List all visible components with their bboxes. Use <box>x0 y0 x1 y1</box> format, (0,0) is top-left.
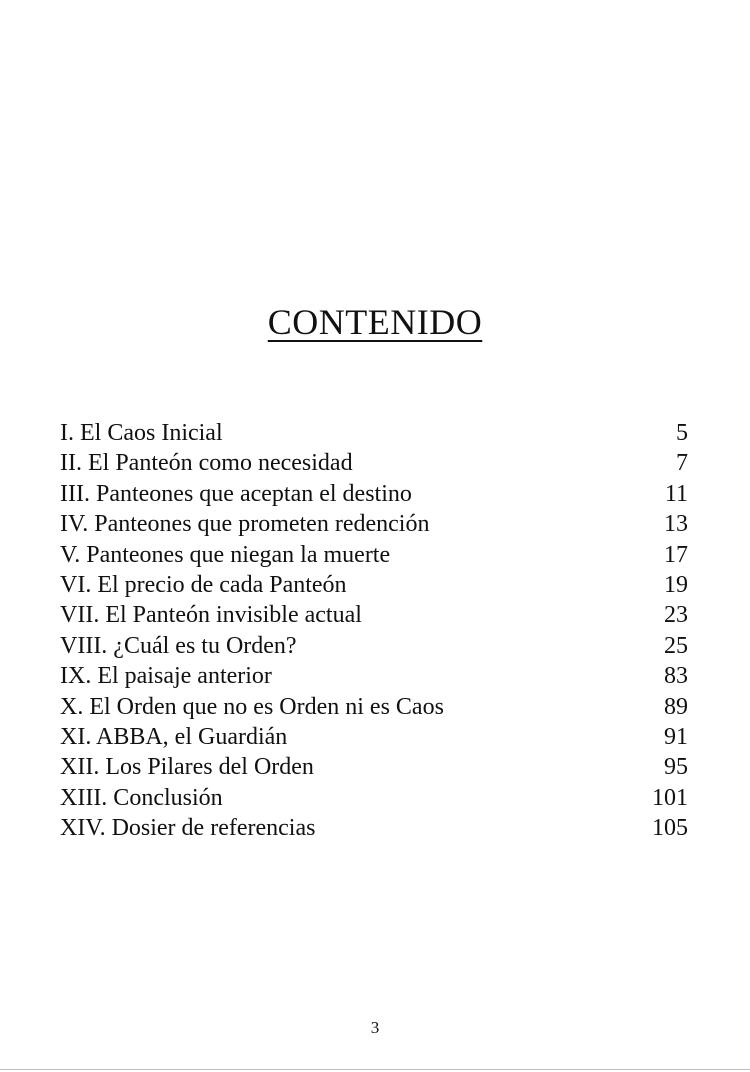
table-of-contents <box>60 418 688 843</box>
toc-entry-page: 19 <box>664 571 688 598</box>
toc-entry[interactable] <box>60 631 688 661</box>
toc-entry[interactable] <box>60 448 688 478</box>
toc-entry-label: XIII. Conclusión <box>60 784 223 811</box>
toc-entry[interactable] <box>60 418 688 448</box>
toc-entry-label: V. Panteones que niegan la muerte <box>60 541 391 568</box>
toc-entry[interactable] <box>60 509 688 539</box>
toc-entry-label: XII. Los Pilares del Orden <box>60 754 314 781</box>
toc-entry-page: 23 <box>664 602 688 629</box>
page-title <box>0 298 750 346</box>
toc-entry-label: II. El Panteón como necesidad <box>60 450 353 477</box>
toc-entry-page: 89 <box>664 693 688 720</box>
toc-entry-label: XIV. Dosier de referencias <box>60 815 316 842</box>
toc-entry[interactable] <box>60 570 688 600</box>
toc-entry-label: IX. El paisaje anterior <box>60 663 272 690</box>
toc-entry-page: 95 <box>664 754 688 781</box>
toc-entry-label: X. El Orden que no es Orden ni es Caos <box>60 693 444 720</box>
toc-entry-page: 91 <box>664 723 688 750</box>
toc-entry-label: IV. Panteones que prometen redención <box>60 511 430 538</box>
toc-entry-page: 101 <box>652 784 688 811</box>
toc-entry[interactable] <box>60 600 688 630</box>
toc-entry[interactable] <box>60 813 688 843</box>
toc-entry-page: 83 <box>664 663 688 690</box>
toc-entry-label: III. Panteones que aceptan el destino <box>60 480 412 507</box>
toc-entry-page: 7 <box>676 450 688 477</box>
page-number: 3 <box>370 1018 380 1037</box>
toc-entry[interactable] <box>60 692 688 722</box>
toc-entry-page: 11 <box>664 480 688 507</box>
toc-entry-page: 5 <box>676 420 688 446</box>
toc-entry-page: 17 <box>664 541 688 568</box>
toc-entry-page: 25 <box>664 632 688 659</box>
toc-entry-page: 13 <box>664 511 688 538</box>
toc-entry-page: 105 <box>652 815 688 842</box>
toc-entry-label: I. El Caos Inicial <box>60 420 223 446</box>
toc-entry[interactable] <box>60 722 688 752</box>
toc-entry-label: VI. El precio de cada Panteón <box>60 571 347 598</box>
toc-entry[interactable] <box>60 479 688 509</box>
toc-entry-label: VII. El Panteón invisible actual <box>60 602 362 629</box>
toc-entry-label: VIII. ¿Cuál es tu Orden? <box>60 632 297 659</box>
toc-entry[interactable] <box>60 752 688 782</box>
toc-entry[interactable] <box>60 783 688 813</box>
page-title-text: CONTENIDO <box>267 302 483 342</box>
toc-entry[interactable] <box>60 661 688 691</box>
toc-entry-label: XI. ABBA, el Guardián <box>60 723 288 750</box>
page-bottom-divider <box>0 1069 750 1070</box>
toc-entry[interactable] <box>60 540 688 570</box>
